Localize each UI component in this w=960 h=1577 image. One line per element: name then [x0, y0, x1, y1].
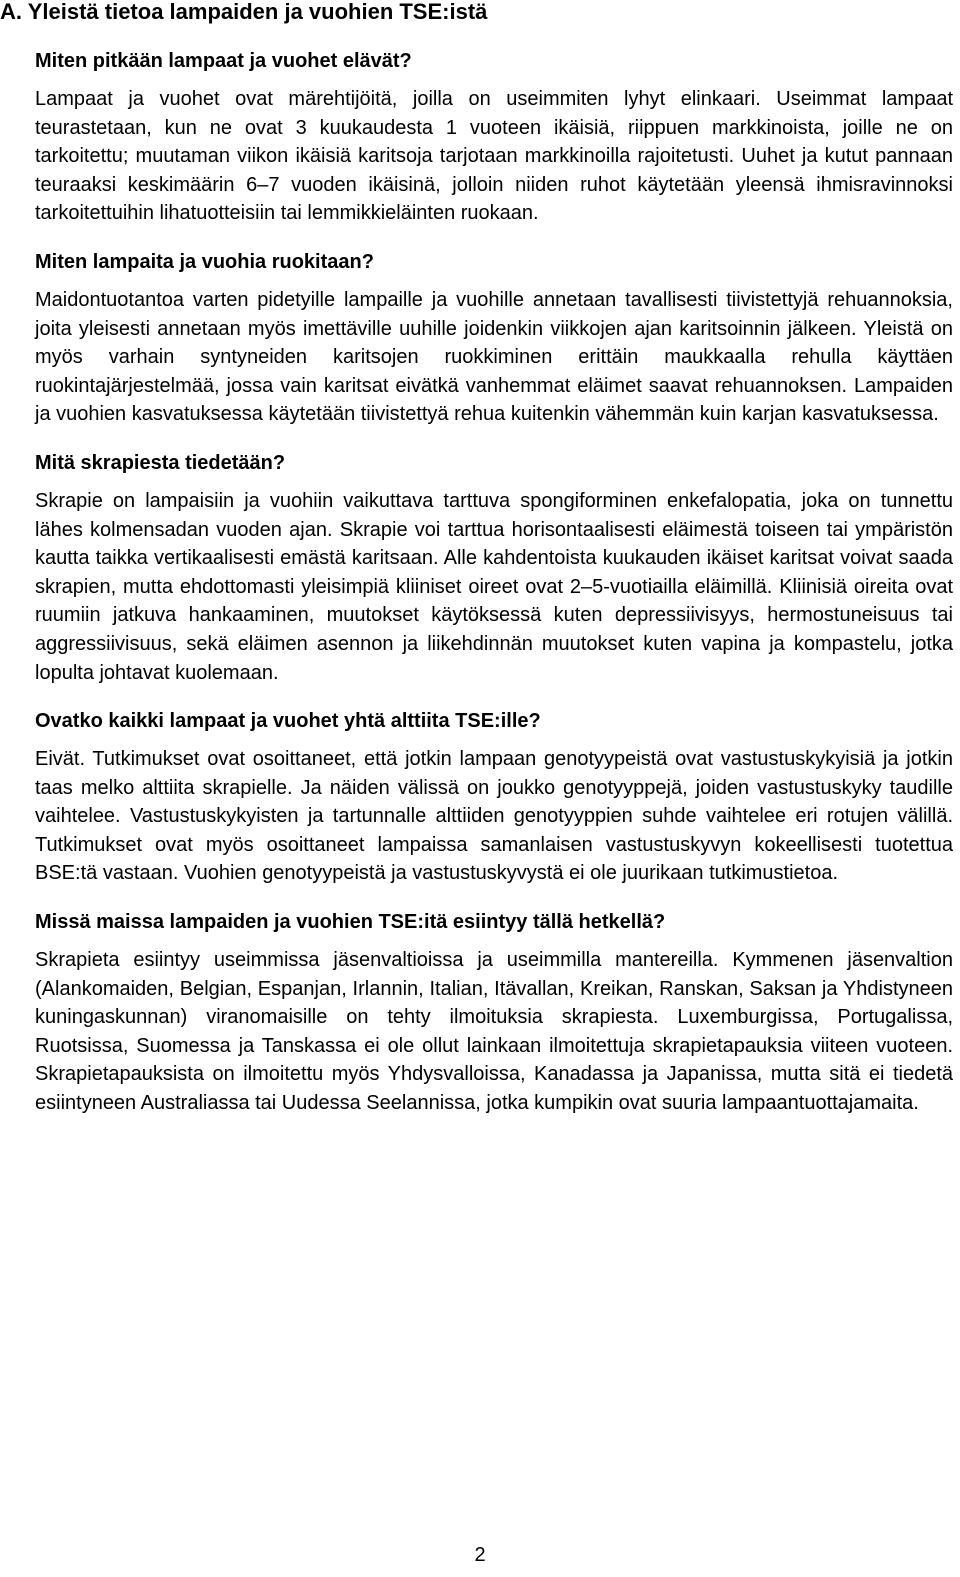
faq-answer: Eivät. Tutkimukset ovat osoittaneet, että jotkin lampaan genotyypeistä ovat vastustuskykyisiä ja jotkin taas melko alttiita skrapielle. Ja näiden välissä on joukko genotyyppejä, joiden vastustuskyky taudille vaihtelee. Vastustuskykyisten ja tartunnalle alttiiden genotyyppien suhde vaihtelee eri rotujen välillä. Tutkimukset ovat myös osoittaneet lampaissa samanlaisen vastustuskyvyn kokeellisesti tuotettua BSE:tä vastaan. Vuohien genotyypeistä ja vastustuskyvystä ei ole juurikaan tutkimustietoa. — [35, 748, 953, 885]
faq-question: Mitä skrapiesta tiedetään? — [35, 451, 286, 474]
chapter-title: A. Yleistä tietoa lampaiden ja vuohien TSE:istä — [0, 0, 488, 24]
faq-question: Miten pitkään lampaat ja vuohet elävät? — [35, 50, 412, 72]
faq-section-susceptibility — [35, 707, 953, 888]
page-number: 2 — [474, 1544, 486, 1566]
faq-answer: Lampaat ja vuohet ovat märehtijöitä, joilla on useimmiten lyhyt elinkaari. Useimmat lampaat teurastetaan, kun ne ovat 3 kuukaudesta 1 vuoteen ikäisiä, riippuen markkinoista, joille ne on tarkoitettu; muutaman viikon ikäisiä karitsoja tarjotaan markkinoilla rajoitetusti. Uuhet ja kutut pannaan teuraaksi keskimäärin 6–7 vuoden ikäisinä, jolloin niiden ruhot käytetään yleensä ihmisravinnoksi tarkoitettuihin lihatuotteisiin tai lemmikkieläinten ruokaan. — [35, 88, 953, 225]
faq-section-scrapie — [35, 449, 953, 687]
faq-section-occurrence — [35, 908, 953, 1118]
faq-section-feeding — [35, 248, 953, 429]
faq-section-lifespan — [35, 47, 953, 228]
faq-answer: Skrapie on lampaisiin ja vuohiin vaikuttava tarttuva spongiforminen enkefalopatia, joka on tunnettu lähes kolmensadan vuoden ajan. Skrapie voi tarttua horisontaalisesti eläimestä toiseen tai ympäristön kautta taikka vertikaalisesti emästä karitsaan. Alle kahdentoista kuukauden ikäiset karitsat voivat saada skrapien, mutta ehdottomasti yleisimpiä kliiniset oireet ovat 2–5-vuotiailla eläimillä. Kliinisiä oireita ovat ruumiin jatkuva hankaaminen, muutokset käytöksessä kuten depressiivisyys, hermostuneisuus tai aggressiivisuus, sekä eläimen asennon ja liikehdinnän muutokset kuten vapina ja kompastelu, jotka lopulta johtavat kuolemaan. — [35, 489, 953, 684]
faq-answer: Skrapieta esiintyy useimmissa jäsenvaltioissa ja useimmilla mantereilla. Kymmenen jäsenvaltion (Alankomaiden, Belgian, Espanjan, Irlannin, Italian, Itävallan, Kreikan, Ranskan, Saksan ja Yhdistyneen kuningaskunnan) viranomaisille on tehty ilmoituksia skrapiesta. Luxemburgissa, Portugalissa, Ruotsissa, Suomessa ja Tanskassa ei ole ollut lainkaan ilmoitettuja skrapietapauksia viiteen vuoteen. Skrapietapauksista on ilmoitettu myös Yhdysvalloissa, Kanadassa ja Japanissa, mutta sitä ei tiedetä esiintyneen Australiassa tai Uudessa Seelannissa, jotka kumpikin ovat suuria lampaantuottajamaita. — [35, 949, 953, 1115]
faq-answer: Maidontuotantoa varten pidetyille lampaille ja vuohille annetaan tavallisesti tiivistettyjä rehuannoksia, joita yleisesti annetaan myös imettäville uuhille joidenkin viikkojen ajan karitsoinnin jälkeen. Yleistä on myös varhain syntyneiden karitsojen ruokkiminen erittäin maukkaalla rehulla käyttäen ruokintajärjestelmää, jossa vain karitsat eivätkä vanhemmat eläimet saavat rehuannoksen. Lampaiden ja vuohien kasvatuksessa käytetään tiivistettyä rehua kuitenkin vähemmän kuin karjan kasvatuksessa. — [35, 288, 953, 426]
faq-question: Missä maissa lampaiden ja vuohien TSE:itä esiintyy tällä hetkellä? — [35, 911, 666, 934]
faq-question: Miten lampaita ja vuohia ruokitaan? — [35, 250, 374, 273]
faq-question: Ovatko kaikki lampaat ja vuohet yhtä alttiita TSE:ille? — [35, 710, 541, 733]
faq-content — [35, 47, 953, 1138]
